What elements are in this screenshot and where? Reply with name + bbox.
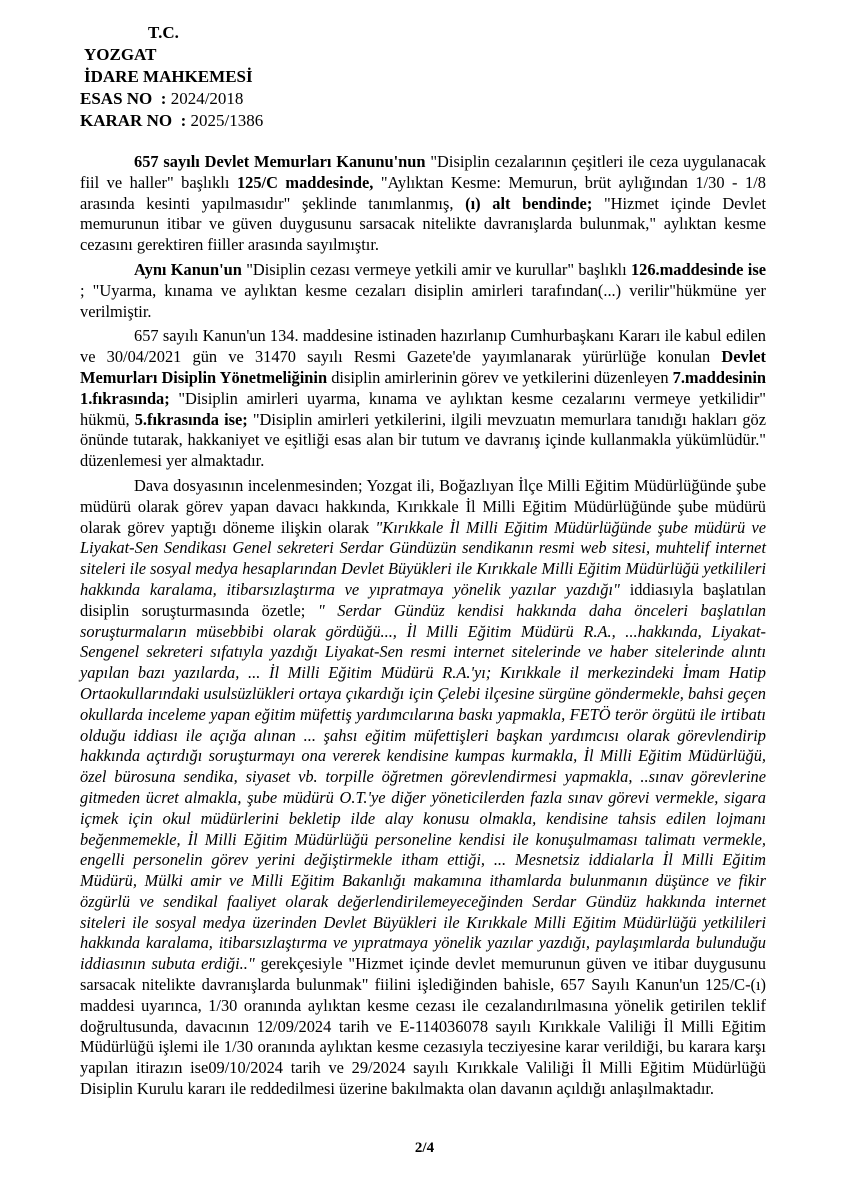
text-run: 657 sayılı Kanun'un 134. maddesine istinaden hazırlanıp Cumhurbaşkanı Kararı ile kabul edilen ve 30/04/2021 gün ve 31470 sayılı Resmi Gazete'de yayımlanarak yürürlüğe konulan: [80, 326, 766, 367]
header-court-name: İDARE MAHKEMESİ: [84, 67, 253, 86]
paragraph: [80, 152, 766, 256]
text-run: "Disiplin amirleri yetkilerini, ilgili mevzuatın memurlara tanıdığı hakları göz önünde tutarak, hakkaniyet ve eşitliği esas alan bir tutum ve davranış içinde kullanmakla yükümlüdür." düzenlemesi yer almaktadır.: [80, 409, 767, 471]
karar-number-row: KARAR NO : 2025/1386: [80, 111, 264, 130]
paragraph: [80, 476, 766, 1100]
bold-text-run: 5.fıkrasında ise;: [134, 409, 248, 429]
text-run: disiplin amirlerinin görev ve yetkilerini düzenleyen: [327, 367, 673, 387]
esas-number-row: ESAS NO : 2024/2018: [80, 89, 244, 108]
karar-value: 2025/1386: [190, 111, 264, 130]
bold-text-run: Aynı Kanun'un: [134, 259, 242, 279]
text-run: "Aylıktan Kesme: Memurun, brüt aylığından 1/30 - 1/8 arasında kesinti yapılmasıdır" şeklinde tanımlanmış,: [80, 172, 766, 213]
bold-text-run: Devlet Memurları Disiplin Yönetmeliğinin: [80, 347, 766, 387]
karar-label: KARAR NO: [80, 111, 173, 130]
text-run: "Disiplin cezası vermeye yetkili amir ve kurullar" başlıklı: [241, 259, 631, 279]
bold-text-run: 126.maddesinde ise: [630, 259, 766, 279]
bold-text-run: 7.maddesinin 1.fıkrasında;: [80, 367, 766, 408]
header-country: T.C.: [148, 23, 179, 42]
paragraph: [80, 326, 766, 472]
bold-text-run: (ı) alt bendinde;: [465, 193, 593, 213]
text-run: "Disiplin cezalarının çeşitleri ile ceza uygulanacak fiil ve haller" başlıklı: [80, 152, 766, 192]
bold-text-run: 657 sayılı Devlet Memurları Kanunu'nun: [134, 152, 426, 171]
text-run: "Disiplin amirleri uyarma, kınama ve aylıktan kesme cezalarını vermeye yetkilidir" hükmü,: [80, 388, 766, 429]
esas-value: 2024/2018: [170, 89, 244, 108]
text-run: iddiasıyla başlatılan disiplin soruşturmasında özetle;: [80, 579, 766, 620]
header-city: YOZGAT: [84, 45, 157, 64]
text-run: ; "Uyarma, kınama ve aylıktan kesme cezaları disiplin amirleri tarafından(...) verilir"hükmüne yer verilmiştir.: [80, 280, 766, 321]
document-body: [80, 152, 766, 1104]
document-header: [80, 22, 263, 132]
text-run: Dava dosyasının incelenmesinden; Yozgat ili, Boğazlıyan İlçe Milli Eğitim Müdürlüğünde şube müdürü olarak görev yapan davacı hakkında, Kırıkkale İl Milli Eğitim Müdürlüğünde şube müdürü olarak görev yaptığı döneme ilişkin olarak: [80, 475, 766, 537]
italic-quote-run: " Serdar Gündüz kendisi hakkında daha önceleri başlatılan soruşturmaların müsebbibi olarak gördüğü..., İl Milli Eğitim Müdürü R.A., ...hakkında, Liyakat-Sengenel sekreteri sıfatıyla yazdığı Liyakat-Sen resmi internet sitelerinde ve haber sitelerinde alıntı yapılan bazı yazılarda, ... İl Milli Eğitim Müdürü R.A.'yı; Kırıkkale il merkezindeki İmam Hatip Ortaokullarındaki usulsüzlükleri ortaya çıkardığı için Çelebi ilçesine sürgüne göndermekle, bahsi geçen okullarda inceleme yapan eğitim müfettiş yardımcılarına baskı yapmakla, FETÖ terör örgütü ile irtibatı olduğu iddiası ile açığa alınan ... şahsı eğitim müfettişleri başkan yardımcısı olarak görevlendirip hakkında açtırdığı soruşturmayı ona vererek kendisine kumpas kurmakla, İl Milli Eğitim Müdürlüğü, özel bürosuna sendika, siyaset vb. torpille öğretmen görevlendirmesi yapmakla, ..sınav görevlerine gitmeden ücret almakla, şube müdürü O.T.'ye diğer yöneticilerden fazla sınav görevi vermekle, sigara içmek için okul müdürlerini bekletip ilde alay konusu olmakla, kendisine tahsis edilen lojmanı beğenmemekle, İl Milli Eğitim Müdürlüğü personeline kendisi ile konuşulmaması talimatı vermekle, engelli personelin görev yerini değiştirmekle itham ettiği, ... Mesnetsiz iddialarla İl Milli Eğitim Müdürü, Mülki amir ve Milli Eğitim Bakanlığı makamına ithamlarda bulunmanın düşünce ve fikir özgürlü ve sendikal faaliyet olarak değerlendirilemeyeceğinden Serdar Gündüz hakkında internet siteleri ile sosyal medya üzerinden Devlet Büyükleri ile Kırıkkale Milli Eğitim Müdürlüğü yetkilileri hakkında karalama, itibarsızlaştırma ve yıpratmaya yönelik yazılar yazdığı, paylaşımlarda bulunduğu iddiasının subuta erdiği..": [80, 600, 766, 974]
esas-label: ESAS NO: [80, 89, 153, 108]
text-run: gerekçesiyle "Hizmet içinde devlet memurunun güven ve itibar duygusunu sarsacak nitelikte davranışlarda bulunmak" fiilini işlediğinden bahisle, 657 Sayılı Kanun'un 125/C-(ı) maddesi uyarınca, 1/30 oranında aylıktan kesme cezası ile cezalandırılmasına yönelik getirilen teklif doğrultusunda, davacının 12/09/2024 tarih ve E-114036078 sayılı Kırıkkale Valiliği İl Milli Eğitim Müdürlüğü işlemi ile 1/30 oranında aylıktan kesme cezasıyla tecziyesine karar verildiği, bu karara karşı yapılan itirazın ise09/10/2024 tarih ve 29/2024 sayılı Kırıkkale Valiliği İl Milli Eğitim Müdürlüğü Disiplin Kurulu kararı ile reddedilmesi üzerine bakılmakta olan davanın açıldığı anlaşılmaktadır.: [80, 954, 766, 1099]
bold-text-run: 125/C maddesinde,: [236, 172, 374, 192]
text-run: "Hizmet içinde Devlet memurunun itibar ve güven duygusunu sarsacak nitelikte davranışlarda bulunmak," aylıktan kesme cezasını gerektiren fiiller arasında sayılmıştır.: [80, 193, 767, 255]
italic-quote-run: "Kırıkkale İl Milli Eğitim Müdürlüğünde şube müdürü ve Liyakat-Sen Sendikası Genel sekreteri Serdar Gündüzün sendikanın resmi web sitesi, muhtelif internet siteleri ile sosyal medya hesaplarından Devlet Büyükleri ile Kırıkkale Milli Eğitim Müdürlüğü yetkilileri hakkında karalama, itibarsızlaştırma ve yıpratmaya yönelik yazılar yazdığı": [80, 517, 766, 599]
paragraph: [80, 260, 766, 322]
page-number: 2/4: [414, 1140, 435, 1156]
